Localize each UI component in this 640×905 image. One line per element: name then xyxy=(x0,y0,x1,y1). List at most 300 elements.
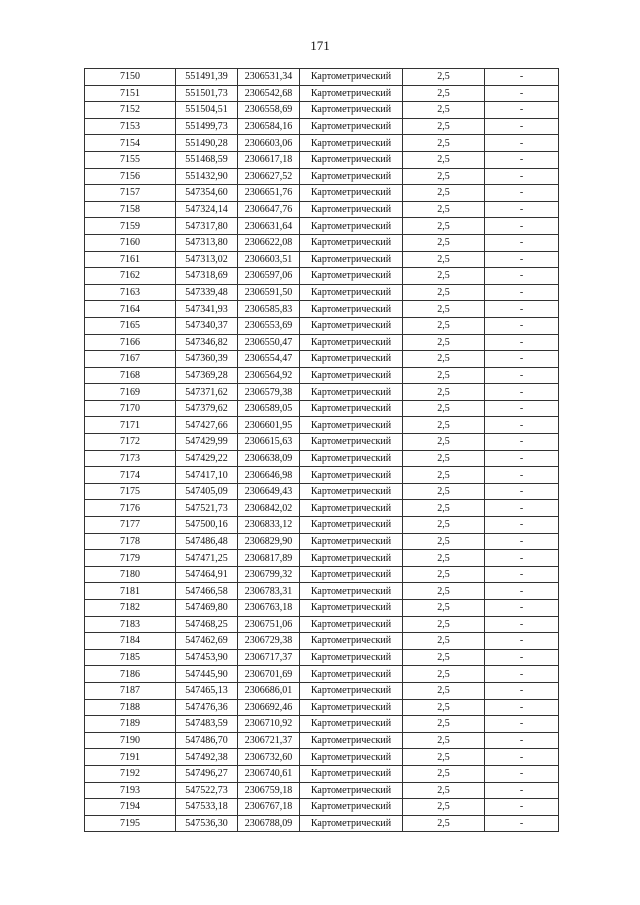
accuracy-cell: 2,5 xyxy=(403,699,485,716)
table-row xyxy=(85,351,559,368)
table-row xyxy=(85,782,559,799)
table-row xyxy=(85,135,559,152)
y-coordinate-cell: 2306686,01 xyxy=(238,682,300,699)
note-cell: - xyxy=(485,218,559,235)
table-row xyxy=(85,334,559,351)
accuracy-cell: 2,5 xyxy=(403,782,485,799)
table-row xyxy=(85,799,559,816)
table-row xyxy=(85,434,559,451)
note-cell: - xyxy=(485,782,559,799)
method-cell: Картометрический xyxy=(300,483,403,500)
note-cell: - xyxy=(485,649,559,666)
accuracy-cell: 2,5 xyxy=(403,666,485,683)
y-coordinate-cell: 2306564,92 xyxy=(238,367,300,384)
note-cell: - xyxy=(485,583,559,600)
y-coordinate-cell: 2306554,47 xyxy=(238,351,300,368)
note-cell: - xyxy=(485,168,559,185)
point-number-cell: 7175 xyxy=(85,483,176,500)
note-cell: - xyxy=(485,434,559,451)
accuracy-cell: 2,5 xyxy=(403,118,485,135)
point-number-cell: 7172 xyxy=(85,434,176,451)
x-coordinate-cell: 551499,73 xyxy=(176,118,238,135)
x-coordinate-cell: 547445,90 xyxy=(176,666,238,683)
x-coordinate-cell: 547313,02 xyxy=(176,251,238,268)
x-coordinate-cell: 547465,13 xyxy=(176,682,238,699)
note-cell: - xyxy=(485,251,559,268)
accuracy-cell: 2,5 xyxy=(403,616,485,633)
point-number-cell: 7182 xyxy=(85,600,176,617)
table-row xyxy=(85,666,559,683)
point-number-cell: 7170 xyxy=(85,400,176,417)
point-number-cell: 7186 xyxy=(85,666,176,683)
method-cell: Картометрический xyxy=(300,765,403,782)
note-cell: - xyxy=(485,765,559,782)
accuracy-cell: 2,5 xyxy=(403,135,485,152)
y-coordinate-cell: 2306799,32 xyxy=(238,566,300,583)
x-coordinate-cell: 547533,18 xyxy=(176,799,238,816)
point-number-cell: 7181 xyxy=(85,583,176,600)
method-cell: Картометрический xyxy=(300,417,403,434)
y-coordinate-cell: 2306783,31 xyxy=(238,583,300,600)
x-coordinate-cell: 547496,27 xyxy=(176,765,238,782)
y-coordinate-cell: 2306833,12 xyxy=(238,517,300,534)
method-cell: Картометрический xyxy=(300,251,403,268)
point-number-cell: 7167 xyxy=(85,351,176,368)
table-row xyxy=(85,85,559,102)
point-number-cell: 7162 xyxy=(85,268,176,285)
y-coordinate-cell: 2306651,76 xyxy=(238,185,300,202)
note-cell: - xyxy=(485,301,559,318)
table-row xyxy=(85,417,559,434)
point-number-cell: 7154 xyxy=(85,135,176,152)
table-row xyxy=(85,649,559,666)
accuracy-cell: 2,5 xyxy=(403,201,485,218)
note-cell: - xyxy=(485,417,559,434)
method-cell: Картометрический xyxy=(300,384,403,401)
point-number-cell: 7194 xyxy=(85,799,176,816)
note-cell: - xyxy=(485,135,559,152)
x-coordinate-cell: 547468,25 xyxy=(176,616,238,633)
note-cell: - xyxy=(485,102,559,119)
x-coordinate-cell: 547371,62 xyxy=(176,384,238,401)
note-cell: - xyxy=(485,367,559,384)
table-row xyxy=(85,384,559,401)
table-row xyxy=(85,367,559,384)
note-cell: - xyxy=(485,151,559,168)
note-cell: - xyxy=(485,633,559,650)
point-number-cell: 7188 xyxy=(85,699,176,716)
method-cell: Картометрический xyxy=(300,699,403,716)
method-cell: Картометрический xyxy=(300,102,403,119)
y-coordinate-cell: 2306603,51 xyxy=(238,251,300,268)
table-row xyxy=(85,600,559,617)
table-row xyxy=(85,517,559,534)
x-coordinate-cell: 547317,80 xyxy=(176,218,238,235)
method-cell: Картометрический xyxy=(300,351,403,368)
point-number-cell: 7193 xyxy=(85,782,176,799)
method-cell: Картометрический xyxy=(300,185,403,202)
point-number-cell: 7178 xyxy=(85,533,176,550)
y-coordinate-cell: 2306701,69 xyxy=(238,666,300,683)
method-cell: Картометрический xyxy=(300,716,403,733)
accuracy-cell: 2,5 xyxy=(403,765,485,782)
method-cell: Картометрический xyxy=(300,467,403,484)
note-cell: - xyxy=(485,500,559,517)
method-cell: Картометрический xyxy=(300,682,403,699)
x-coordinate-cell: 547427,66 xyxy=(176,417,238,434)
y-coordinate-cell: 2306603,06 xyxy=(238,135,300,152)
y-coordinate-cell: 2306829,90 xyxy=(238,533,300,550)
point-number-cell: 7152 xyxy=(85,102,176,119)
x-coordinate-cell: 547462,69 xyxy=(176,633,238,650)
y-coordinate-cell: 2306631,64 xyxy=(238,218,300,235)
y-coordinate-cell: 2306740,61 xyxy=(238,765,300,782)
accuracy-cell: 2,5 xyxy=(403,85,485,102)
note-cell: - xyxy=(485,749,559,766)
table-row xyxy=(85,749,559,766)
accuracy-cell: 2,5 xyxy=(403,367,485,384)
table-row xyxy=(85,682,559,699)
point-number-cell: 7160 xyxy=(85,234,176,251)
y-coordinate-cell: 2306788,09 xyxy=(238,815,300,832)
method-cell: Картометрический xyxy=(300,151,403,168)
accuracy-cell: 2,5 xyxy=(403,151,485,168)
y-coordinate-cell: 2306717,37 xyxy=(238,649,300,666)
x-coordinate-cell: 547453,90 xyxy=(176,649,238,666)
table-row xyxy=(85,716,559,733)
point-number-cell: 7185 xyxy=(85,649,176,666)
accuracy-cell: 2,5 xyxy=(403,234,485,251)
note-cell: - xyxy=(485,467,559,484)
y-coordinate-cell: 2306585,83 xyxy=(238,301,300,318)
table-row xyxy=(85,583,559,600)
point-number-cell: 7165 xyxy=(85,317,176,334)
accuracy-cell: 2,5 xyxy=(403,351,485,368)
note-cell: - xyxy=(485,682,559,699)
y-coordinate-cell: 2306646,98 xyxy=(238,467,300,484)
x-coordinate-cell: 551490,28 xyxy=(176,135,238,152)
note-cell: - xyxy=(485,483,559,500)
accuracy-cell: 2,5 xyxy=(403,334,485,351)
point-number-cell: 7179 xyxy=(85,550,176,567)
accuracy-cell: 2,5 xyxy=(403,434,485,451)
x-coordinate-cell: 547429,22 xyxy=(176,450,238,467)
y-coordinate-cell: 2306721,37 xyxy=(238,732,300,749)
table-row xyxy=(85,317,559,334)
x-coordinate-cell: 551501,73 xyxy=(176,85,238,102)
x-coordinate-cell: 547521,73 xyxy=(176,500,238,517)
method-cell: Картометрический xyxy=(300,201,403,218)
accuracy-cell: 2,5 xyxy=(403,517,485,534)
method-cell: Картометрический xyxy=(300,500,403,517)
point-number-cell: 7189 xyxy=(85,716,176,733)
x-coordinate-cell: 547492,38 xyxy=(176,749,238,766)
point-number-cell: 7155 xyxy=(85,151,176,168)
table-row xyxy=(85,699,559,716)
table-row xyxy=(85,151,559,168)
method-cell: Картометрический xyxy=(300,450,403,467)
note-cell: - xyxy=(485,268,559,285)
accuracy-cell: 2,5 xyxy=(403,168,485,185)
method-cell: Картометрический xyxy=(300,566,403,583)
x-coordinate-cell: 547360,39 xyxy=(176,351,238,368)
accuracy-cell: 2,5 xyxy=(403,600,485,617)
table-row xyxy=(85,251,559,268)
accuracy-cell: 2,5 xyxy=(403,533,485,550)
point-number-cell: 7184 xyxy=(85,633,176,650)
method-cell: Картометрический xyxy=(300,268,403,285)
note-cell: - xyxy=(485,284,559,301)
note-cell: - xyxy=(485,450,559,467)
point-number-cell: 7177 xyxy=(85,517,176,534)
y-coordinate-cell: 2306622,08 xyxy=(238,234,300,251)
x-coordinate-cell: 547339,48 xyxy=(176,284,238,301)
y-coordinate-cell: 2306553,69 xyxy=(238,317,300,334)
y-coordinate-cell: 2306638,09 xyxy=(238,450,300,467)
point-number-cell: 7173 xyxy=(85,450,176,467)
method-cell: Картометрический xyxy=(300,135,403,152)
method-cell: Картометрический xyxy=(300,732,403,749)
x-coordinate-cell: 547471,25 xyxy=(176,550,238,567)
x-coordinate-cell: 547346,82 xyxy=(176,334,238,351)
note-cell: - xyxy=(485,351,559,368)
table-body xyxy=(85,69,559,832)
table-row xyxy=(85,815,559,832)
accuracy-cell: 2,5 xyxy=(403,185,485,202)
point-number-cell: 7169 xyxy=(85,384,176,401)
point-number-cell: 7171 xyxy=(85,417,176,434)
note-cell: - xyxy=(485,384,559,401)
y-coordinate-cell: 2306649,43 xyxy=(238,483,300,500)
point-number-cell: 7156 xyxy=(85,168,176,185)
note-cell: - xyxy=(485,69,559,86)
note-cell: - xyxy=(485,716,559,733)
point-number-cell: 7157 xyxy=(85,185,176,202)
accuracy-cell: 2,5 xyxy=(403,633,485,650)
point-number-cell: 7174 xyxy=(85,467,176,484)
accuracy-cell: 2,5 xyxy=(403,284,485,301)
accuracy-cell: 2,5 xyxy=(403,732,485,749)
point-number-cell: 7180 xyxy=(85,566,176,583)
x-coordinate-cell: 551468,59 xyxy=(176,151,238,168)
y-coordinate-cell: 2306531,34 xyxy=(238,69,300,86)
accuracy-cell: 2,5 xyxy=(403,218,485,235)
method-cell: Картометрический xyxy=(300,550,403,567)
y-coordinate-cell: 2306597,06 xyxy=(238,268,300,285)
note-cell: - xyxy=(485,85,559,102)
note-cell: - xyxy=(485,234,559,251)
table-row xyxy=(85,400,559,417)
accuracy-cell: 2,5 xyxy=(403,268,485,285)
accuracy-cell: 2,5 xyxy=(403,682,485,699)
accuracy-cell: 2,5 xyxy=(403,799,485,816)
note-cell: - xyxy=(485,317,559,334)
accuracy-cell: 2,5 xyxy=(403,301,485,318)
note-cell: - xyxy=(485,566,559,583)
table-row xyxy=(85,284,559,301)
note-cell: - xyxy=(485,533,559,550)
table-row xyxy=(85,168,559,185)
x-coordinate-cell: 547379,62 xyxy=(176,400,238,417)
method-cell: Картометрический xyxy=(300,649,403,666)
y-coordinate-cell: 2306601,95 xyxy=(238,417,300,434)
accuracy-cell: 2,5 xyxy=(403,467,485,484)
table-row xyxy=(85,566,559,583)
point-number-cell: 7195 xyxy=(85,815,176,832)
table-row xyxy=(85,118,559,135)
point-number-cell: 7164 xyxy=(85,301,176,318)
x-coordinate-cell: 547313,80 xyxy=(176,234,238,251)
method-cell: Картометрический xyxy=(300,234,403,251)
table-row xyxy=(85,500,559,517)
x-coordinate-cell: 547536,30 xyxy=(176,815,238,832)
accuracy-cell: 2,5 xyxy=(403,69,485,86)
method-cell: Картометрический xyxy=(300,301,403,318)
accuracy-cell: 2,5 xyxy=(403,649,485,666)
accuracy-cell: 2,5 xyxy=(403,583,485,600)
point-number-cell: 7158 xyxy=(85,201,176,218)
x-coordinate-cell: 551432,90 xyxy=(176,168,238,185)
accuracy-cell: 2,5 xyxy=(403,716,485,733)
accuracy-cell: 2,5 xyxy=(403,417,485,434)
method-cell: Картометрический xyxy=(300,334,403,351)
method-cell: Картометрический xyxy=(300,400,403,417)
x-coordinate-cell: 547340,37 xyxy=(176,317,238,334)
accuracy-cell: 2,5 xyxy=(403,102,485,119)
y-coordinate-cell: 2306617,18 xyxy=(238,151,300,168)
x-coordinate-cell: 551491,39 xyxy=(176,69,238,86)
method-cell: Картометрический xyxy=(300,85,403,102)
note-cell: - xyxy=(485,517,559,534)
y-coordinate-cell: 2306817,89 xyxy=(238,550,300,567)
y-coordinate-cell: 2306732,60 xyxy=(238,749,300,766)
note-cell: - xyxy=(485,699,559,716)
table-row xyxy=(85,550,559,567)
method-cell: Картометрический xyxy=(300,118,403,135)
x-coordinate-cell: 547466,58 xyxy=(176,583,238,600)
x-coordinate-cell: 547500,16 xyxy=(176,517,238,534)
x-coordinate-cell: 547486,70 xyxy=(176,732,238,749)
note-cell: - xyxy=(485,616,559,633)
x-coordinate-cell: 547318,69 xyxy=(176,268,238,285)
x-coordinate-cell: 547341,93 xyxy=(176,301,238,318)
accuracy-cell: 2,5 xyxy=(403,815,485,832)
method-cell: Картометрический xyxy=(300,749,403,766)
method-cell: Картометрический xyxy=(300,782,403,799)
point-number-cell: 7191 xyxy=(85,749,176,766)
y-coordinate-cell: 2306589,05 xyxy=(238,400,300,417)
x-coordinate-cell: 547429,99 xyxy=(176,434,238,451)
method-cell: Картометрический xyxy=(300,218,403,235)
point-number-cell: 7151 xyxy=(85,85,176,102)
x-coordinate-cell: 547354,60 xyxy=(176,185,238,202)
table-row xyxy=(85,633,559,650)
y-coordinate-cell: 2306579,38 xyxy=(238,384,300,401)
method-cell: Картометрический xyxy=(300,533,403,550)
y-coordinate-cell: 2306542,68 xyxy=(238,85,300,102)
table-row xyxy=(85,185,559,202)
y-coordinate-cell: 2306759,18 xyxy=(238,782,300,799)
method-cell: Картометрический xyxy=(300,317,403,334)
y-coordinate-cell: 2306710,92 xyxy=(238,716,300,733)
table-row xyxy=(85,301,559,318)
table-row xyxy=(85,483,559,500)
accuracy-cell: 2,5 xyxy=(403,450,485,467)
note-cell: - xyxy=(485,550,559,567)
x-coordinate-cell: 547405,09 xyxy=(176,483,238,500)
y-coordinate-cell: 2306842,02 xyxy=(238,500,300,517)
x-coordinate-cell: 547369,28 xyxy=(176,367,238,384)
note-cell: - xyxy=(485,201,559,218)
point-number-cell: 7176 xyxy=(85,500,176,517)
note-cell: - xyxy=(485,118,559,135)
table-row xyxy=(85,732,559,749)
point-number-cell: 7192 xyxy=(85,765,176,782)
y-coordinate-cell: 2306615,63 xyxy=(238,434,300,451)
x-coordinate-cell: 547522,73 xyxy=(176,782,238,799)
point-number-cell: 7163 xyxy=(85,284,176,301)
accuracy-cell: 2,5 xyxy=(403,550,485,567)
method-cell: Картометрический xyxy=(300,799,403,816)
method-cell: Картометрический xyxy=(300,367,403,384)
table-row xyxy=(85,102,559,119)
method-cell: Картометрический xyxy=(300,600,403,617)
y-coordinate-cell: 2306767,18 xyxy=(238,799,300,816)
accuracy-cell: 2,5 xyxy=(403,251,485,268)
note-cell: - xyxy=(485,732,559,749)
note-cell: - xyxy=(485,334,559,351)
table-row xyxy=(85,467,559,484)
method-cell: Картометрический xyxy=(300,168,403,185)
point-number-cell: 7150 xyxy=(85,69,176,86)
method-cell: Картометрический xyxy=(300,517,403,534)
y-coordinate-cell: 2306692,46 xyxy=(238,699,300,716)
method-cell: Картометрический xyxy=(300,69,403,86)
accuracy-cell: 2,5 xyxy=(403,500,485,517)
method-cell: Картометрический xyxy=(300,666,403,683)
note-cell: - xyxy=(485,600,559,617)
x-coordinate-cell: 547483,59 xyxy=(176,716,238,733)
y-coordinate-cell: 2306647,76 xyxy=(238,201,300,218)
table-row xyxy=(85,765,559,782)
method-cell: Картометрический xyxy=(300,284,403,301)
accuracy-cell: 2,5 xyxy=(403,400,485,417)
x-coordinate-cell: 551504,51 xyxy=(176,102,238,119)
method-cell: Картометрический xyxy=(300,815,403,832)
table-row xyxy=(85,450,559,467)
y-coordinate-cell: 2306751,06 xyxy=(238,616,300,633)
point-number-cell: 7153 xyxy=(85,118,176,135)
note-cell: - xyxy=(485,666,559,683)
method-cell: Картометрический xyxy=(300,616,403,633)
point-number-cell: 7166 xyxy=(85,334,176,351)
point-number-cell: 7159 xyxy=(85,218,176,235)
table-row xyxy=(85,201,559,218)
x-coordinate-cell: 547486,48 xyxy=(176,533,238,550)
point-number-cell: 7161 xyxy=(85,251,176,268)
note-cell: - xyxy=(485,185,559,202)
method-cell: Картометрический xyxy=(300,583,403,600)
point-number-cell: 7187 xyxy=(85,682,176,699)
x-coordinate-cell: 547476,36 xyxy=(176,699,238,716)
point-number-cell: 7168 xyxy=(85,367,176,384)
table-row xyxy=(85,234,559,251)
y-coordinate-cell: 2306584,16 xyxy=(238,118,300,135)
table-row xyxy=(85,69,559,86)
coordinates-table xyxy=(84,68,559,832)
x-coordinate-cell: 547324,14 xyxy=(176,201,238,218)
accuracy-cell: 2,5 xyxy=(403,483,485,500)
